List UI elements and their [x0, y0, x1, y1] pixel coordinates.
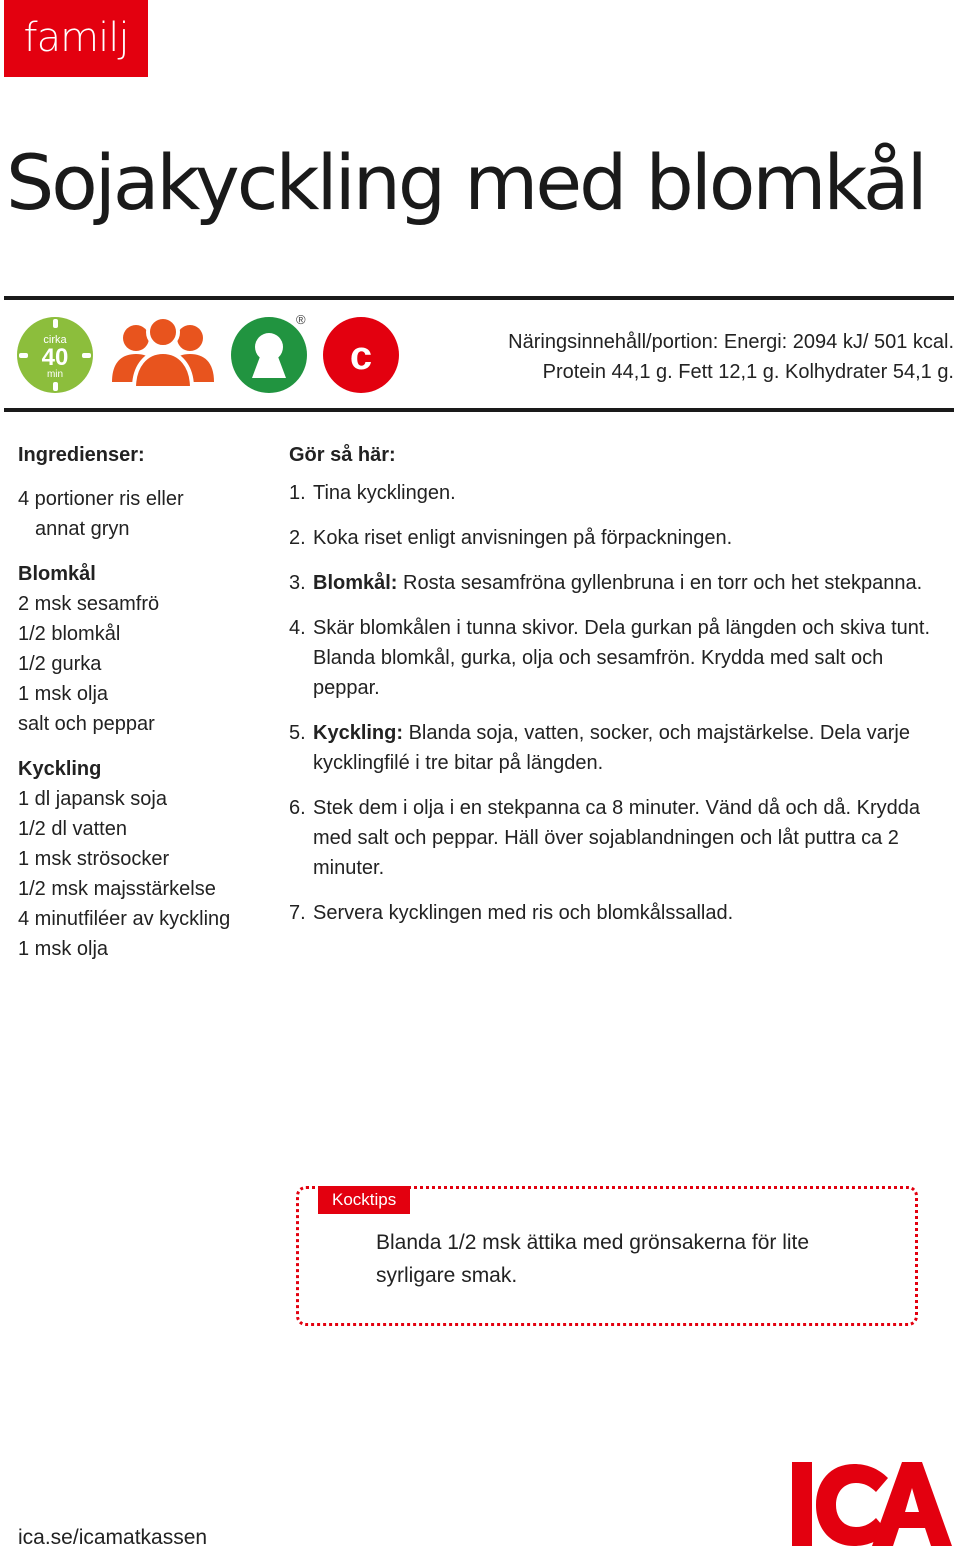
clock-time-icon [16, 316, 94, 394]
step-number: 5. [289, 722, 306, 744]
step-number: 2. [289, 527, 306, 549]
ingredient-item: 2 msk sesamfrö [18, 593, 160, 615]
step-lead: Kyckling: [313, 722, 404, 744]
step-text: Blanda soja, vatten, socker, och majstärkelse. Dela varje kycklingfilé i tre bitar på längden. [313, 722, 910, 774]
time-value-text: 40 [41, 344, 69, 371]
instruction-step [289, 898, 939, 928]
step-text: Rosta sesamfröna gyllenbruna i en torr och het stekpanna. [397, 572, 923, 594]
step-text: Skär blomkålen i tunna skivor. Dela gurkan på längden och skiva tunt. Blanda blomkål, gurka, olja och sesamfrön. Krydda med salt och peppar. [313, 617, 931, 699]
footer-url[interactable]: ica.se/icamatkassen [18, 1526, 208, 1549]
class-letter-text: c [349, 334, 373, 378]
nutrition-info [508, 327, 954, 387]
step-lead: Blomkål: [313, 572, 398, 594]
nutrition-line-1 [508, 327, 954, 357]
keyhole-icon [230, 316, 308, 394]
ingredient-item: 4 minutfiléer av kyckling [18, 908, 231, 930]
step-text: Koka riset enligt anvisningen på förpackningen. [313, 527, 733, 549]
step-text: Servera kycklingen med ris och blomkålssallad. [313, 902, 734, 924]
ingredient-item: 1 dl japansk soja [18, 788, 167, 810]
instructions-heading: Gör så här: [289, 444, 396, 466]
time-top-text: cirka [43, 334, 67, 346]
instruction-step [289, 613, 939, 703]
ingredient-item: 1/2 msk majsstärkelse [18, 878, 216, 900]
step-number: 3. [289, 572, 306, 594]
family-people-icon [106, 316, 222, 394]
ingredient-item: salt och peppar [18, 713, 155, 735]
registered-mark: ® [296, 312, 306, 327]
ingredient-group-kyckling [18, 754, 278, 964]
step-number: 6. [289, 797, 306, 819]
divider-top [4, 296, 954, 300]
class-c-icon [322, 316, 400, 394]
time-unit-text: min [46, 369, 64, 380]
ingredient-item: annat gryn [35, 518, 130, 540]
ingredient-group-title: Blomkål [18, 563, 96, 585]
step-number: 7. [289, 902, 306, 924]
ingredient-item: 1/2 dl vatten [18, 818, 127, 840]
ingredients-list [18, 440, 278, 979]
ingredient-item: 1 msk olja [18, 938, 109, 960]
ingredient-group-title: Kyckling [18, 758, 102, 780]
ingredient-item: 1/2 gurka [18, 653, 102, 675]
ingredient-group-base [18, 484, 278, 544]
step-number: 1. [289, 482, 306, 504]
instructions-list [289, 440, 939, 943]
instruction-step [289, 568, 939, 598]
recipe-title: Sojakyckling med blomkål [6, 138, 925, 227]
ingredient-group-blomkal [18, 559, 278, 739]
nutrition-label: Näringsinnehåll/portion: [508, 331, 719, 353]
divider-bottom [4, 408, 954, 412]
nutrition-line-2: Protein 44,1 g. Fett 12,1 g. Kolhydrater 54,1 g. [542, 361, 954, 383]
category-tag: familj [4, 0, 148, 77]
step-text: Tina kycklingen. [313, 482, 456, 504]
ingredient-item: 1 msk strösocker [18, 848, 170, 870]
tip-text: Blanda 1/2 msk ättika med grönsakerna för lite syrligare smak. [376, 1231, 810, 1287]
ingredient-item: 1 msk olja [18, 683, 109, 705]
ica-logo-icon [790, 1456, 954, 1548]
step-number: 4. [289, 617, 306, 639]
step-text: Stek dem i olja i en stekpanna ca 8 minuter. Vänd då och då. Krydda med salt och peppar. Häll över sojablandningen och låt puttra ca 2 minuter. [313, 797, 921, 879]
instruction-step [289, 523, 939, 553]
badge-row [16, 312, 416, 396]
instruction-step [289, 718, 939, 778]
ingredient-item: 4 portioner ris eller [18, 488, 184, 510]
tip-label: Kocktips [318, 1186, 410, 1214]
instruction-step [289, 793, 939, 883]
nutrition-energy: Energi: 2094 kJ/ 501 kcal. [723, 331, 954, 353]
instruction-step [289, 478, 939, 508]
ingredients-heading: Ingredienser: [18, 444, 145, 466]
ingredient-item: 1/2 blomkål [18, 623, 121, 645]
